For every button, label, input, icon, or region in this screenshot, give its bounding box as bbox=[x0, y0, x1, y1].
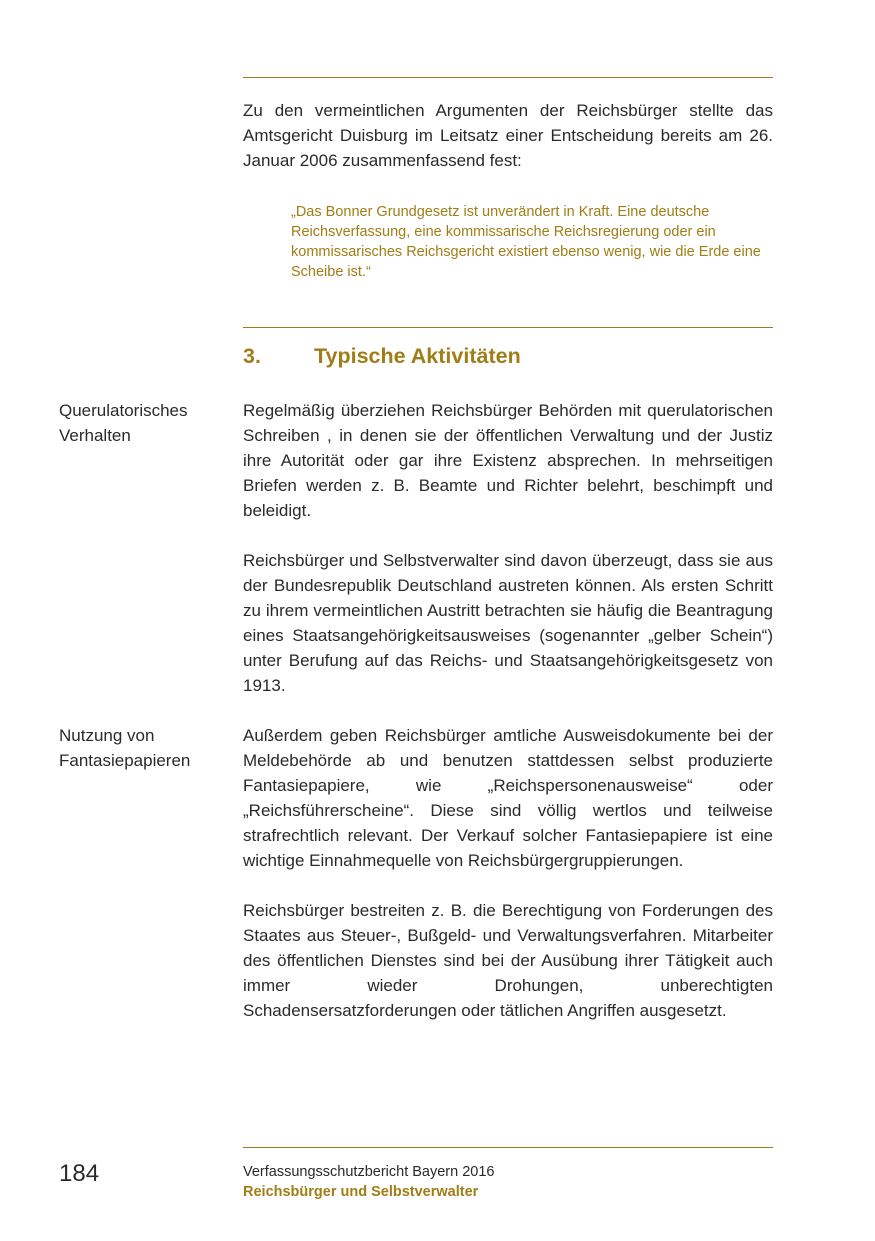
margin-note-line: Querulatorisches bbox=[59, 401, 188, 420]
margin-note-line: Fantasiepapieren bbox=[59, 751, 191, 770]
footer-rule bbox=[243, 1147, 773, 1148]
paragraph-austritt: Reichsbürger und Selbstverwalter sind davon überzeugt, dass sie aus der Bundesrepublik Deutschland austreten können. Als ersten Schritt zu ihrem vermeintlichen Austritt betrachten sie häufig die Beantragung eines Staatsangehörigkeitsausweises (sogenannter „gelber Schein“) unter Berufung auf das Reichs- und Staatsangehörigkeitsgesetz von 1913. bbox=[243, 551, 773, 695]
court-quote: „Das Bonner Grundgesetz ist unverändert in Kraft. Eine deutsche Reichsverfassung, eine kommissarische Reichsregierung oder ein kommissarisches Reichsgericht existiert ebenso wenig, wie die Erde eine Scheibe ist.“ bbox=[291, 204, 761, 280]
intro-paragraph: Zu den vermeintlichen Argumenten der Reichsbürger stellte das Amtsgericht Duisburg im Leitsatz einer Entscheidung bereits am 26. Januar 2006 zusammenfassend fest: bbox=[243, 101, 773, 170]
paragraph-querulatorisch: Regelmäßig überziehen Reichsbürger Behörden mit querulatorischen Schreiben , in denen sie der öffentlichen Verwaltung und der Justiz ihre Autorität oder gar ihre Existenz absprechen. In mehrseitigen Briefen werden z. B. Beamte und Richter belehrt, beschimpft und beleidigt. bbox=[243, 401, 773, 520]
margin-note-line: Nutzung von bbox=[59, 726, 155, 745]
section-number: 3. bbox=[243, 344, 261, 368]
footer-chapter-title: Reichsbürger und Selbstverwalter bbox=[243, 1184, 479, 1200]
section-title: Typische Aktivitäten bbox=[314, 344, 521, 368]
margin-note-querulatorisch bbox=[59, 398, 229, 448]
page-number: 184 bbox=[59, 1160, 100, 1187]
margin-note-line: Verhalten bbox=[59, 426, 131, 445]
section-rule bbox=[243, 327, 773, 328]
margin-note-fantasiepapiere bbox=[59, 723, 229, 773]
footer-report-title: Verfassungsschutzbericht Bayern 2016 bbox=[243, 1164, 495, 1180]
top-rule bbox=[243, 77, 773, 78]
section-heading bbox=[243, 344, 521, 369]
paragraph-fantasiepapiere: Außerdem geben Reichsbürger amtliche Ausweisdokumente bei der Meldebehörde ab und benutzen stattdessen selbst produzierte Fantasiepapiere, wie „Reichspersonenausweise“ oder „Reichsführerscheine“. Diese sind völlig wertlos und teilweise strafrechtlich relevant. Der Verkauf solcher Fantasiepapiere ist eine wichtige Einnahmequelle von Reichsbürgergruppierungen. bbox=[243, 726, 773, 870]
paragraph-forderungen: Reichsbürger bestreiten z. B. die Berechtigung von Forderungen des Staates aus Steuer-, Bußgeld- und Verwaltungsverfahren. Mitarbeiter des öffentlichen Dienstes sind bei der Ausübung ihrer Tätigkeit auch immer wieder Drohungen, unberechtigten Schadensersatzforderungen oder tätlichen Angriffen ausgesetzt. bbox=[243, 901, 773, 1020]
